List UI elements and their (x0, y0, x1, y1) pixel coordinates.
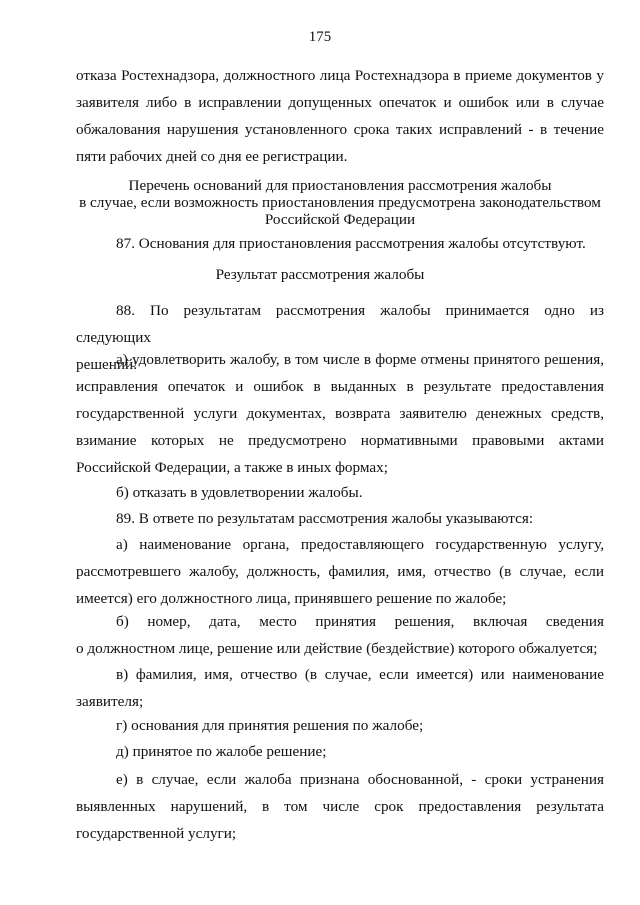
paragraph-89d (76, 738, 604, 765)
text-line: решений: (76, 356, 138, 373)
paragraph-89v (76, 661, 604, 715)
text-line: г) основания для принятия решения по жалобе; (116, 717, 424, 734)
paragraph-89g (76, 712, 604, 739)
text-line: отказа Ростехнадзора, должностного лица Ростехнадзора в приеме документов у (76, 67, 604, 84)
text-line: имеется) его должностного лица, принявшего решение по жалобе; (76, 590, 507, 607)
paragraph-89a (76, 531, 604, 612)
text-line: е) в случае, если жалоба признана обоснованной, - сроки устранения (116, 771, 604, 788)
text-line: исправления опечаток и ошибок в выданных в результате предоставления (76, 378, 604, 395)
text-line: 88. По результатам рассмотрения жалобы принимается одно из следующих (76, 302, 604, 346)
heading-line: Российской Федерации (264, 211, 416, 228)
paragraph-89b (76, 608, 604, 662)
text-line: государственной услуги; (76, 825, 237, 842)
paragraph-88a (76, 346, 604, 481)
text-line: 89. В ответе по результатам рассмотрения жалобы указываются: (116, 510, 534, 527)
paragraph-89 (76, 505, 604, 532)
text-line: обжалования нарушения установленного срока таких исправлений - в течение (76, 121, 604, 138)
text-line: а) наименование органа, предоставляющего государственную услугу, (116, 536, 604, 553)
paragraph-continuation (76, 62, 604, 170)
text-line: 87. Основания для приостановления рассмотрения жалобы отсутствуют. (116, 235, 586, 252)
text-line: выявленных нарушений, в том числе срок предоставления результата (76, 798, 604, 815)
paragraph-89e (76, 766, 604, 847)
heading-line: Перечень оснований для приостановления рассмотрения жалобы (128, 177, 552, 194)
text-line: пяти рабочих дней со дня ее регистрации. (76, 148, 348, 165)
paragraph-87 (76, 230, 604, 257)
page-number: 175 (308, 29, 332, 45)
section-heading-result: Результат рассмотрения жалобы (215, 266, 425, 283)
paragraph-88b (76, 479, 604, 506)
heading-line: в случае, если возможность приостановления предусмотрена законодательством (79, 194, 601, 211)
section-heading-suspension (76, 177, 604, 228)
text-line: заявителя; (76, 693, 144, 710)
text-line: д) принятое по жалобе решение; (116, 743, 327, 760)
text-line: государственной услуги документах, возврата заявителю денежных средств, (76, 405, 604, 422)
text-line: в) фамилия, имя, отчество (в случае, если имеется) или наименование (116, 666, 604, 683)
text-line: б) номер, дата, место принятия решения, включая сведения (116, 613, 604, 630)
text-line: о должностном лице, решение или действие (бездействие) которого обжалуется; (76, 640, 598, 657)
text-line: рассмотревшего жалобу, должность, фамилия, имя, отчество (в случае, если (76, 563, 604, 580)
text-line: б) отказать в удовлетворении жалобы. (116, 484, 363, 501)
text-line: Российской Федерации, а также в иных формах; (76, 459, 388, 476)
text-line: а) удовлетворить жалобу, в том числе в форме отмены принятого решения, (116, 351, 604, 368)
text-line: заявителя либо в исправлении допущенных опечаток и ошибок или в случае (76, 94, 604, 111)
text-line: взимание которых не предусмотрено нормативными правовыми актами (76, 432, 604, 449)
